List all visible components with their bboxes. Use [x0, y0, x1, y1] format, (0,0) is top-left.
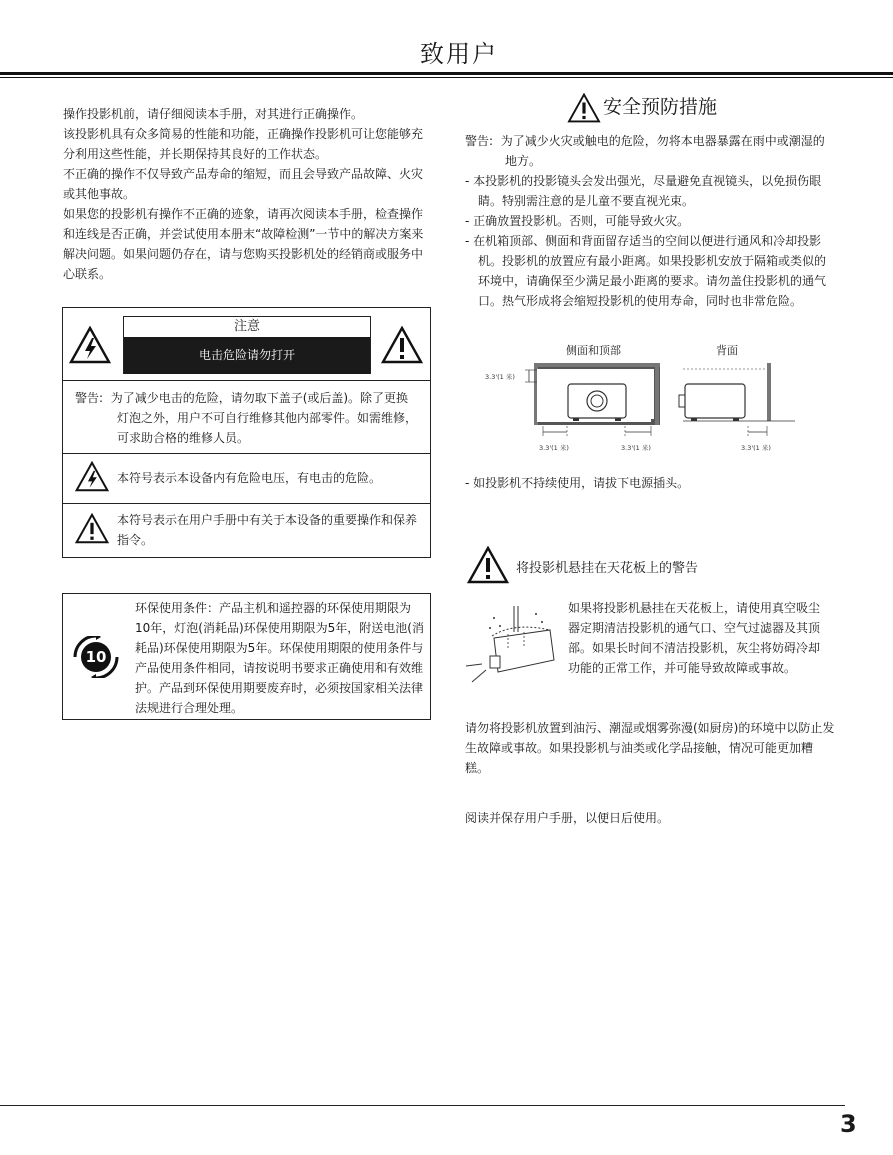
- intro-paragraph: 如果您的投影机有操作不正确的迹象，请再次阅读本手册，检查操作和连线是否正确，并尝试使用本册末“故障检测”一节中的解决方案来解决问题。如果问题仍存在，请与您购买投影机处的经销商或服务中心联系。: [63, 207, 424, 281]
- dim-label-top: 3.3'(1 米): [485, 373, 515, 381]
- clearance-drawing: [465, 340, 835, 455]
- diagram-label-side-top: 侧面和顶部: [566, 344, 621, 357]
- dim-label-right: 3.3'(1 米): [621, 444, 651, 452]
- list-item: - 在机箱顶部、侧面和背面留存适当的空间以便进行通风和冷却投影机。投影机的放置应有最小距离。如果投影机安放于隔箱或类似的环境中，请确保至少满足最小距离的要求。请勿盖住投影机的通气口。热气形成将会缩短投影机的使用寿命，同时也非常危险。: [465, 234, 827, 308]
- warning-prefix: 警告:: [75, 391, 104, 405]
- warning-text: 为了减少火灾或触电的危险，勿将本电器暴露在雨中或潮湿的地方。: [500, 134, 825, 168]
- env-box: [62, 593, 431, 720]
- list-item: - 正确放置投影机。否则，可能导致火灾。: [465, 214, 690, 228]
- safety-warning: [465, 131, 835, 171]
- dim-label-back: 3.3'(1 米): [741, 444, 771, 452]
- divider: [63, 503, 430, 504]
- footer-rule: [0, 1105, 845, 1106]
- caution-warning: [75, 388, 420, 448]
- warning-text: 为了减少电击的危险，请勿取下盖子(或后盖)。除了更换灯泡之外，用户不可自行维修其他内部零件。如需维修，可求助合格的维修人员。: [110, 391, 418, 445]
- ceiling-warning-title: 将投影机悬挂在天花板上的警告: [516, 561, 699, 576]
- intro-paragraph: 操作投影机前，请仔细阅读本手册，对其进行正确操作。: [63, 107, 364, 121]
- divider: [63, 380, 430, 381]
- header-rule-thin: [0, 77, 893, 78]
- warning-icon: [467, 546, 509, 584]
- warning-prefix: 警告:: [465, 134, 494, 148]
- safety-bullets: [465, 171, 835, 311]
- clearance-diagram: [465, 340, 835, 455]
- electric-hazard-icon: [75, 461, 109, 492]
- ceiling-projector-illustration: [462, 604, 557, 684]
- diagram-label-back: 背面: [716, 344, 738, 357]
- warning-icon: [567, 93, 601, 123]
- caution-label-box: [123, 316, 371, 374]
- env-text: 环保使用条件：产品主机和遥控器的环保使用期限为10年，灯泡(消耗品)环保使用期限为5年，附送电池(消耗品)环保使用期限为5年。环保使用期限的使用条件与产品使用条件相同，请按说明书要求正确使用和有效维护。产品到环保使用期要废弃时，必须按国家相关法律法规进行合理处理。: [135, 601, 424, 715]
- keep-manual-text: 阅读并保存用户手册，以便日后使用。: [465, 811, 670, 825]
- list-item: - 本投影机的投影镜头会发出强光，尽量避免直视镜头，以免损伤眼睛。特别需注意的是儿童不要直视光束。: [465, 174, 822, 208]
- intro-text: [63, 104, 431, 284]
- warning-icon: [381, 326, 423, 364]
- warning-icon: [75, 513, 109, 544]
- oil-warning-text: 请勿将投影机放置到油污、潮湿或烟雾弥漫(如厨房)的环境中以防止发生故障或事故。如果投影机与油类或化学品接触，情况可能更加糟糕。: [465, 721, 835, 775]
- page-title: 致用户: [420, 40, 498, 68]
- safety-title: 安全预防措施: [603, 96, 718, 118]
- header-rule: [0, 72, 893, 75]
- ceiling-warning-text: 如果将投影机悬挂在天花板上，请使用真空吸尘器定期清洁投影机的通气口、空气过滤器及其顶部。如果长时间不清洁投影机，灰尘将妨碍冷却功能的正常工作，并可能导致故障或事故。: [568, 601, 821, 675]
- page-number: 3: [840, 1110, 857, 1138]
- bolt-symbol-text: 本符号表示本设备内有危险电压，有电击的危险。: [117, 471, 382, 485]
- env-badge-number: 10: [85, 648, 107, 666]
- intro-paragraph: 不正确的操作不仅导致产品寿命的缩短，而且会导致产品故障、火灾或其他事故。: [63, 167, 424, 201]
- dim-label-left: 3.3'(1 米): [539, 444, 569, 452]
- caution-header: [63, 308, 430, 380]
- exclaim-symbol-text: 本符号表示在用户手册中有关于本设备的重要操作和保养指令。: [117, 513, 418, 547]
- divider: [63, 453, 430, 454]
- intro-paragraph: 该投影机具有众多简易的性能和功能，正确操作投影机可让您能够充分利用这些性能，并长期保持其良好的工作状态。: [63, 127, 424, 161]
- shock-warning-bar: 电击危险请勿打开: [124, 337, 370, 374]
- electric-hazard-icon: [69, 326, 111, 364]
- unplug-text: - 如投影机不持续使用，请拔下电源插头。: [465, 476, 690, 490]
- caution-box: [62, 307, 431, 558]
- caution-label: 注意: [233, 319, 260, 334]
